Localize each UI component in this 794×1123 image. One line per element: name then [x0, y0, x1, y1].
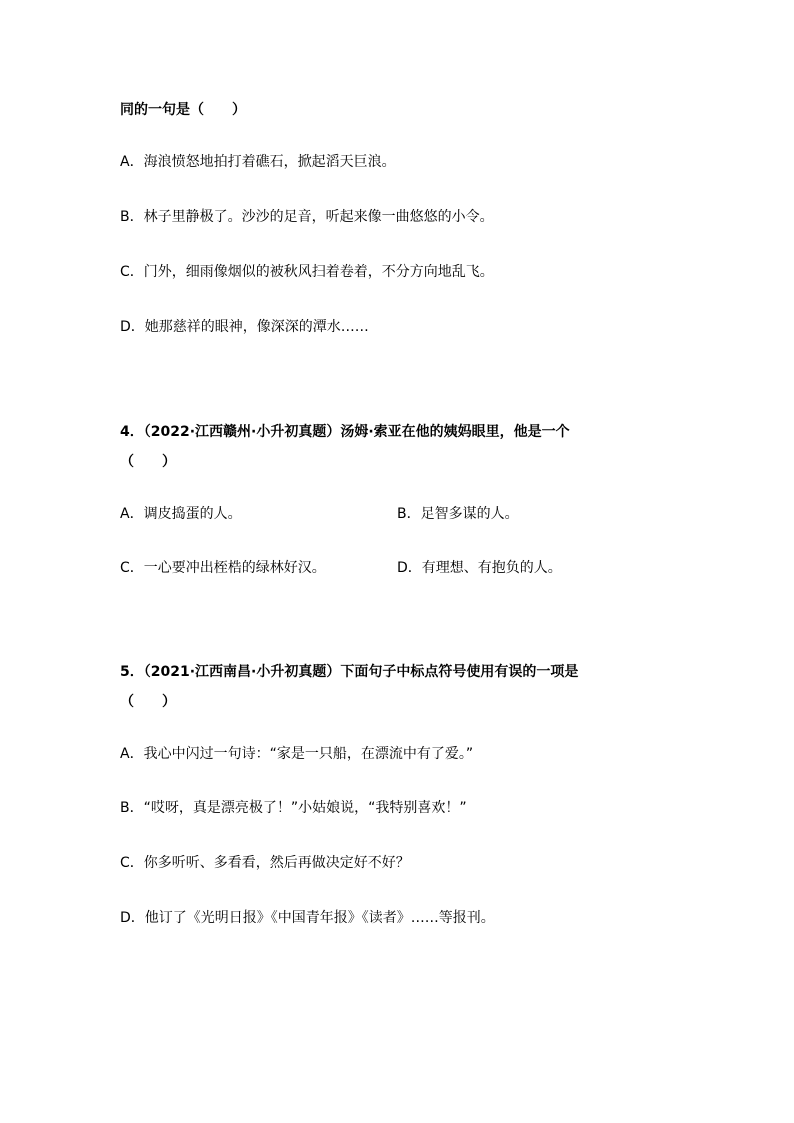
q4-option-a: A．调皮捣蛋的人。 [120, 506, 242, 522]
question-3-stem: 同的一句是（ ） [120, 102, 246, 118]
q5-option-c: C．你多听听、多看看，然后再做决定好不好？ [120, 855, 410, 871]
q4-option-c: C．一心要冲出桎梏的绿林好汉。 [120, 560, 326, 576]
q3-option-b: B．林子里静极了。沙沙的足音，听起来像一曲悠悠的小令。 [120, 209, 494, 225]
q3-option-c: C．门外，细雨像烟似的被秋风扫着卷着，不分方向地乱飞。 [120, 264, 494, 280]
q5-option-d: D．他订了《光明日报》《中国青年报》《读者》……等报刊。 [120, 910, 495, 926]
q4-option-b: B．足智多谋的人。 [397, 506, 519, 522]
q4-option-d: D．有理想、有抱负的人。 [397, 560, 562, 576]
question-4-answer-bracket: （ ） [120, 454, 176, 470]
q3-option-d: D．她那慈祥的眼神，像深深的潭水…… [120, 319, 369, 335]
q5-option-b: B．“哎呀，真是漂亮极了！”小姑娘说，“我特别喜欢！” [120, 800, 467, 816]
question-5-stem: 5．（2021·江西南昌·小升初真题）下面句子中标点符号使用有误的一项是 [120, 664, 579, 680]
q3-option-a: A．海浪愤怒地拍打着礁石，掀起滔天巨浪。 [120, 154, 396, 170]
question-4-stem: 4．（2022·江西赣州·小升初真题）汤姆·索亚在他的姨妈眼里，他是一个 [120, 424, 570, 440]
question-5-answer-bracket: （ ） [120, 694, 176, 710]
q5-option-a: A．我心中闪过一句诗：“家是一只船，在漂流中有了爱。” [120, 746, 474, 762]
